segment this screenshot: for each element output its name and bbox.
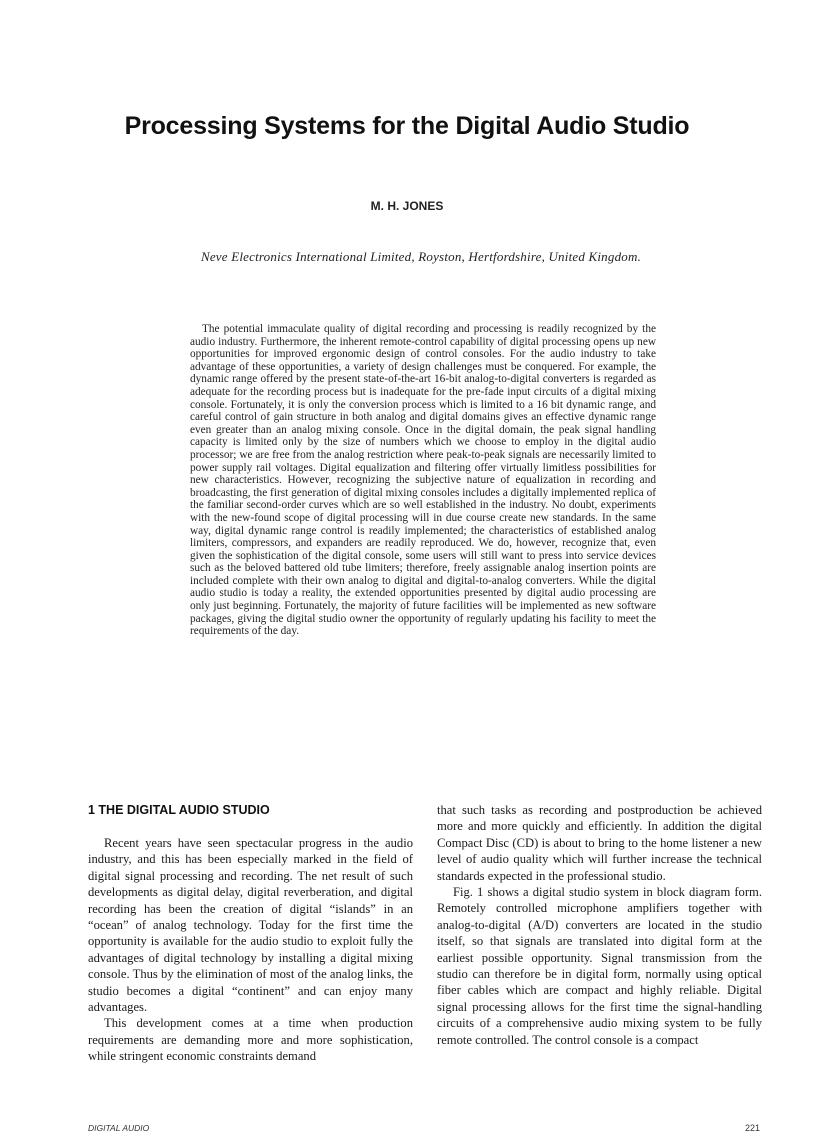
section-heading: 1 THE DIGITAL AUDIO STUDIO bbox=[88, 803, 270, 817]
right-column bbox=[437, 802, 762, 1048]
abstract: The potential immaculate quality of digital recording and processing is readily recognized by the audio industry. Furthermore, the inherent remote-control capability of digital processing opens up new opportunities for improved ergonomic design of control consoles. For the audio industry to take advantage of these opportunities, a variety of design challenges must be conquered. For example, the dynamic range offered by the present state-of-the-art 16-bit analog-to-digital converters is regarded as adequate for the recording process but is inadequate for the pre-fade input circuits of a digital mixing console. Fortunately, it is only the conversion process which is limited to a 16 bit dynamic range, and careful control of gain structure in both analog and digital domains gives an effective dynamic range even greater than an analog mixing console. Once in the digital domain, the peak signal handling capacity is limited only by the size of numbers which we choose to employ in the digital audio processor; we are free from the analog restriction where peak-to-peak signals are necessarily limited to power supply rail voltages. Digital equalization and filtering offer virtually limitless possibilities for new characteristics. However, recognizing the subjective nature of equalization in recording and broadcasting, the first generation of digital mixing consoles includes a digitally implemented replica of the familiar second-order curves which are so well established in the industry. No doubt, experiments with the new-found scope of digital processing will in due course create new standards. In the same way, digital dynamic range control is readily implemented; the characteristics of established analog limiters, compressors, and expanders are readily reproduced. We do, however, recognize that, even given the sophistication of the digital console, some users will still want to press into service devices such as the beloved battered old tube limiters; therefore, freely assignable analog insertion points are included complete with their own analog to digital and digital-to-analog converters. While the digital audio studio is today a reality, the extended opportunities presented by digital audio processing are only just beginning. Fortunately, the majority of future facilities will be implemented as new software packages, giving the digital studio owner the opportunity of regularly updating his facility to meet the requirements of the day. bbox=[190, 323, 656, 638]
page-number: 221 bbox=[744, 1123, 760, 1133]
body-paragraph: Fig. 1 shows a digital studio system in block diagram form. Remotely controlled microphone amplifiers together with analog-to-digital (A/D) converters are located in the studio itself, so that signals are translated into digital form at the earliest possible opportunity. Signal transmission from the studio can therefore be in digital form, normally using optical fiber cables which are compact and highly reliable. Digital signal processing allows for the first time the signal-handling circuits of a comprehensive audio mixing system to be fully remote controlled. The control console is a compact bbox=[437, 885, 762, 1047]
author-name: M. H. JONES bbox=[370, 199, 444, 213]
paper-title: Processing Systems for the Digital Audio Studio bbox=[124, 112, 690, 140]
author-affiliation: Neve Electronics International Limited, Royston, Hertfordshire, United Kingdom. bbox=[200, 249, 642, 264]
body-paragraph: that such tasks as recording and postproduction be achieved more and more quickly and efficiently. In addition the digital Compact Disc (CD) is about to bring to the home listener a new level of audio quality which will further increase the technical standards expected in the professional studio. bbox=[437, 803, 762, 883]
body-paragraph: This development comes at a time when production requirements are demanding more and more sophistication, while stringent economic constraints demand bbox=[88, 1016, 413, 1064]
left-column bbox=[88, 835, 413, 1065]
running-footer-journal: DIGITAL AUDIO bbox=[88, 1123, 150, 1133]
body-paragraph: Recent years have seen spectacular progress in the audio industry, and this has been especially marked in the field of digital signal processing and recording. The net result of such developments as digital delay, digital reverberation, and digital recording has been the creation of digital “islands” in an “ocean” of analog technology. Today for the first time the opportunity is available for the audio studio to exploit fully the advantages of digital technology by installing a digital mixing console. Thus by the elimination of most of the analog links, the studio becomes a digital “continent” and can enjoy many advantages. bbox=[88, 836, 413, 1015]
